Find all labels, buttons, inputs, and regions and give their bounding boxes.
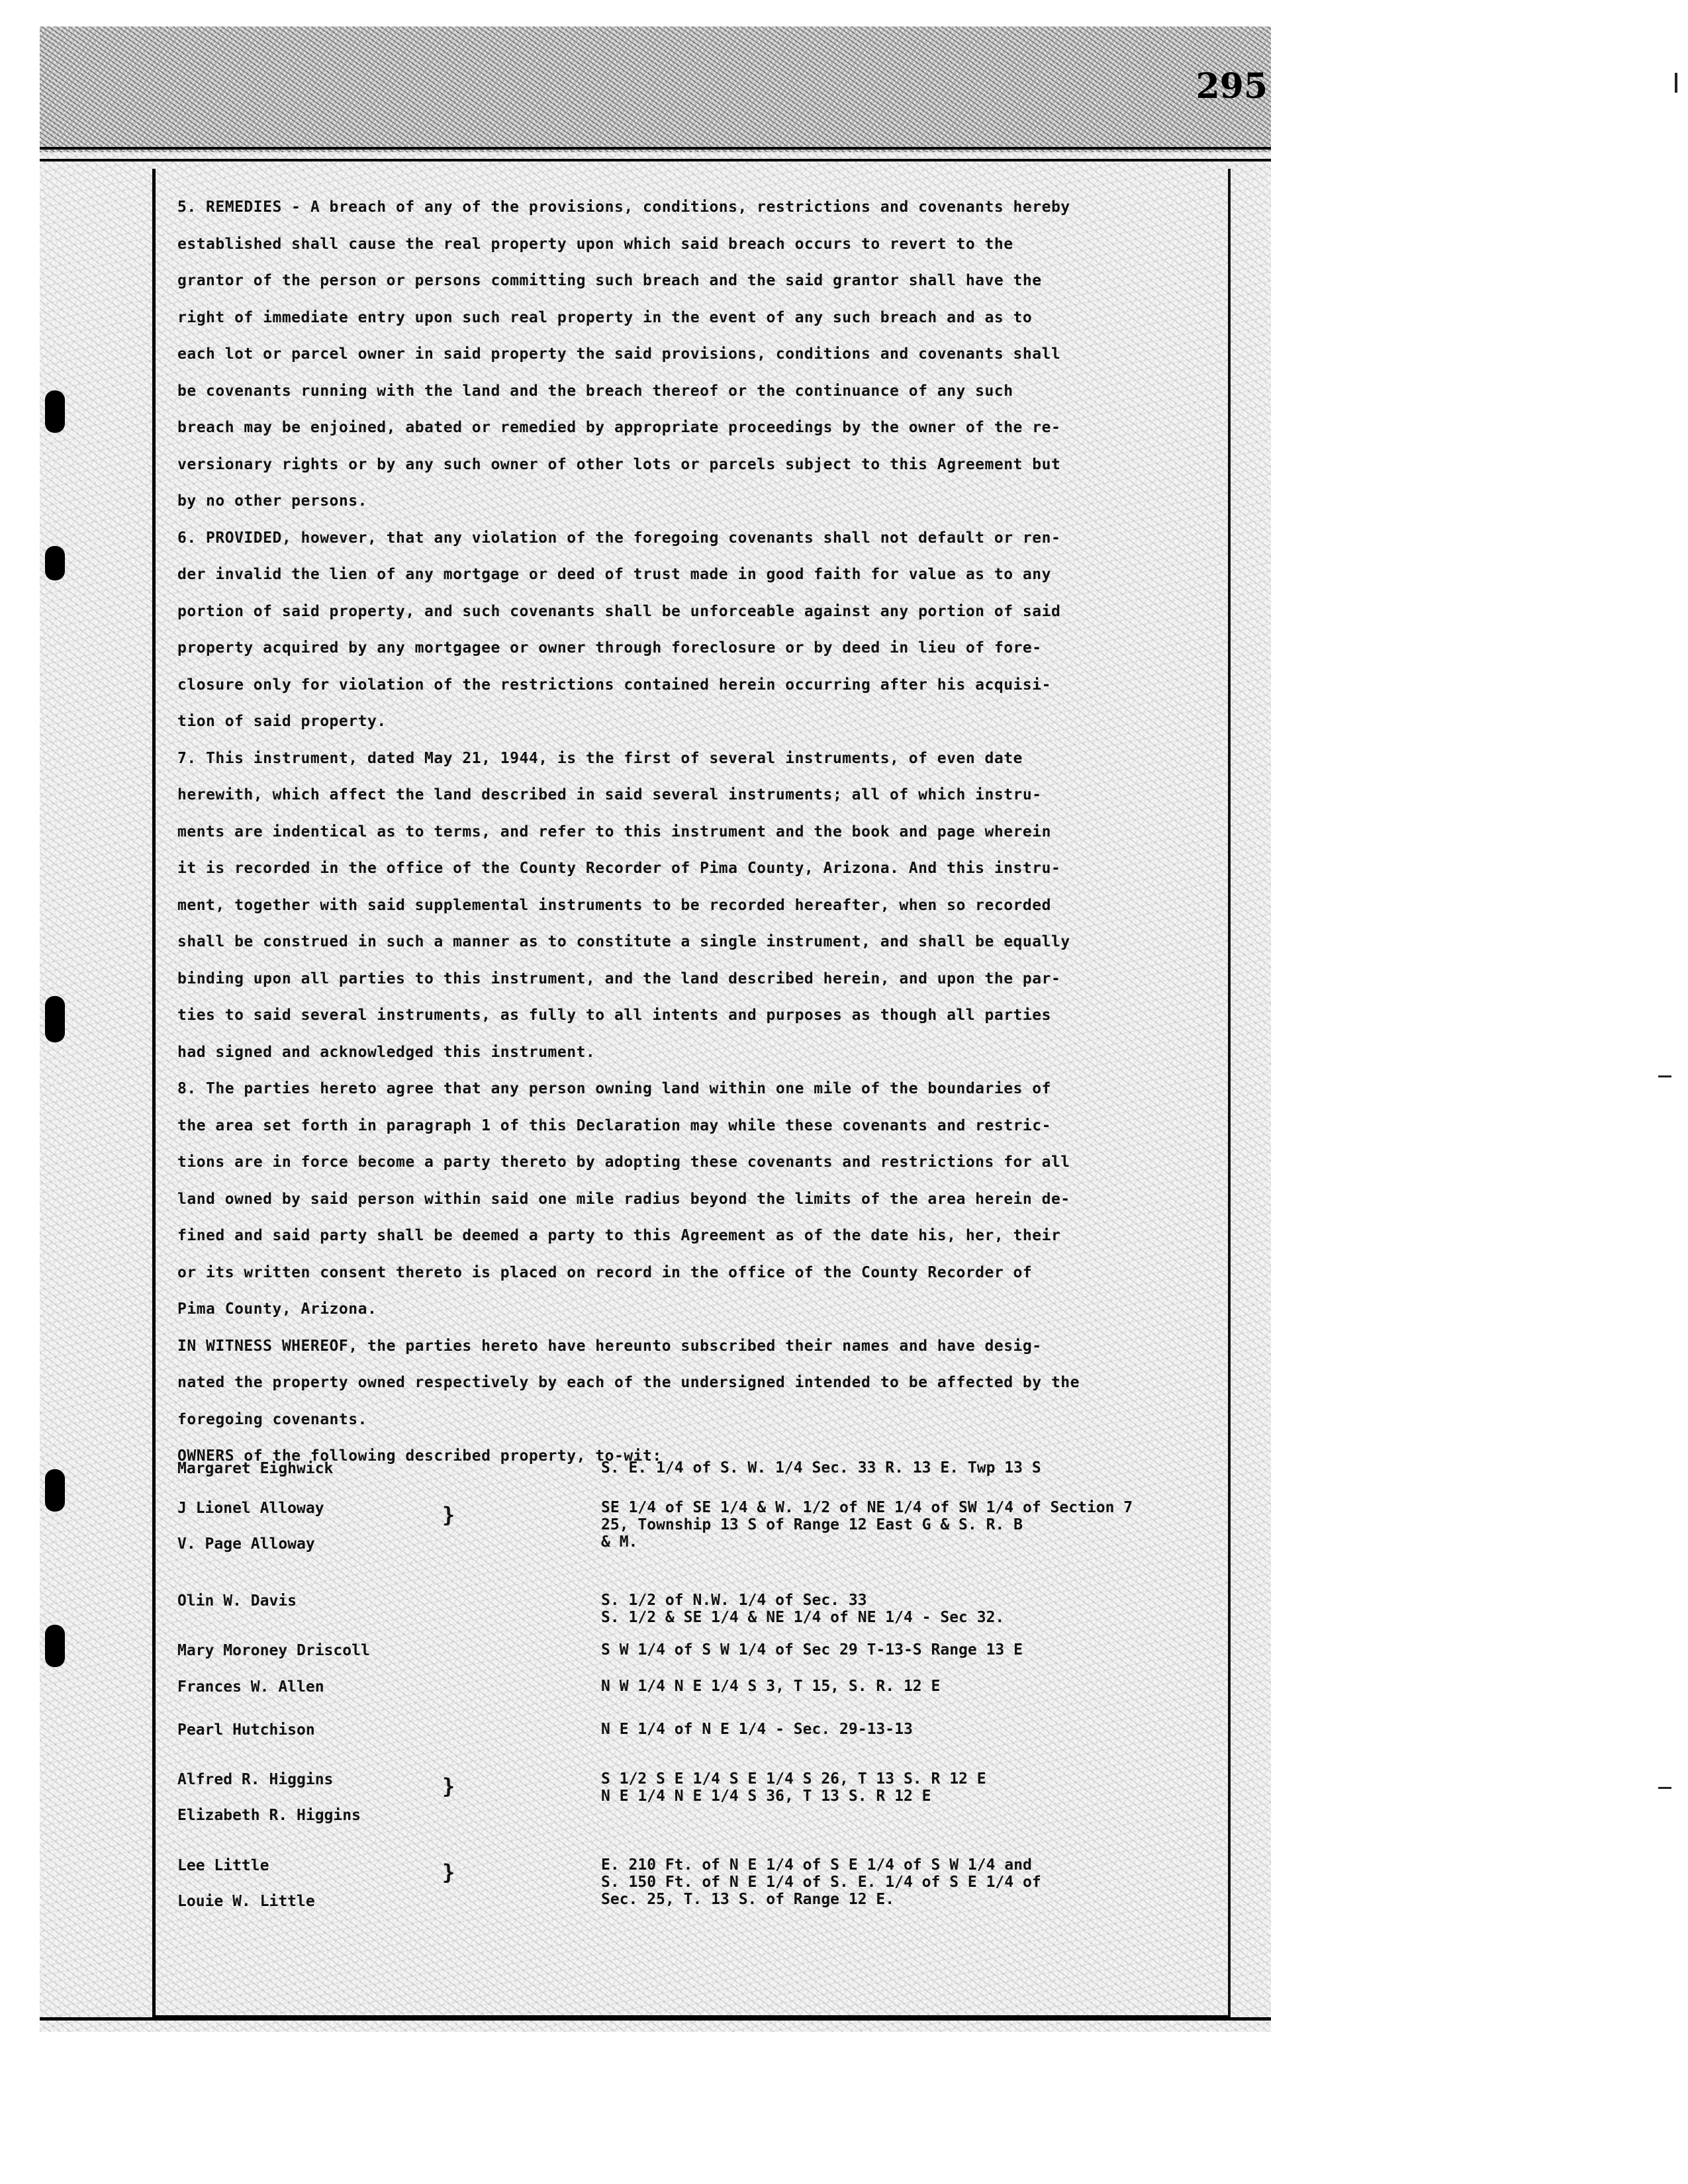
text-line: had signed and acknowledged this instrument. (177, 1043, 596, 1061)
owner-name: V. Page Alloway (177, 1535, 315, 1553)
text-line: shall be construed in such a manner as to constitute a single instrument, and shall be equally (177, 933, 1070, 950)
text-line: ment, together with said supplemental instruments to be recorded hereafter, when so recorded (177, 896, 1051, 914)
text-line: der invalid the lien of any mortgage or deed of trust made in good faith for value as to any (177, 566, 1051, 583)
text-line: 7. This instrument, dated May 21, 1944, is the first of several instruments, of even date (177, 749, 1023, 767)
text-line: right of immediate entry upon such real property in the event of any such breach and as to (177, 308, 1033, 326)
text-line: grantor of the person or persons committing such breach and the said grantor shall have the (177, 272, 1042, 289)
owner-name: Alfred R. Higgins (177, 1771, 334, 1788)
text-line: fined and said party shall be deemed a party to this Agreement as of the date his, her, their (177, 1227, 1061, 1244)
brace-mark: } (442, 1502, 455, 1527)
text-line: Pima County, Arizona. (177, 1300, 377, 1318)
description-line: E. 210 Ft. of N E 1/4 of S E 1/4 of S W 1/4 and (601, 1856, 1032, 1874)
brace-mark: } (442, 1774, 455, 1799)
text-line: foregoing covenants. (177, 1410, 367, 1428)
binder-hole (45, 390, 65, 433)
property-description (601, 1641, 1276, 1659)
text-line: property acquired by any mortgagee or owner through foreclosure or by deed in lieu of fore- (177, 639, 1042, 657)
owner-names (177, 1641, 429, 1660)
scan-edge-mark (1658, 1075, 1671, 1077)
text-line: ments are indentical as to terms, and refer to this instrument and the book and page wherein (177, 823, 1051, 841)
owner-names (177, 1499, 429, 1570)
owner-name: Elizabeth R. Higgins (177, 1807, 361, 1824)
header-rule-lower (40, 159, 1271, 161)
owner-names (177, 1459, 429, 1478)
text-line: land owned by said person within said one mile radius beyond the limits of the area herein de- (177, 1190, 1070, 1208)
text-line: tions are in force become a party thereto by adopting these covenants and restrictions for all (177, 1154, 1070, 1171)
owner-name: Lee Little (177, 1857, 269, 1874)
text-line: closure only for violation of the restrictions contained herein occurring after his acquisi- (177, 676, 1051, 694)
text-line: each lot or parcel owner in said property the said provisions, conditions and covenants shall (177, 345, 1061, 363)
binder-hole (45, 1625, 65, 1667)
description-line: & M. (601, 1533, 638, 1551)
page-number: 295 (1196, 66, 1268, 107)
text-line: ties to said several instruments, as fully to all intents and purposes as though all parties (177, 1007, 1051, 1024)
description-line: N E 1/4 of N E 1/4 - Sec. 29-13-13 (601, 1721, 913, 1738)
text-line: IN WITNESS WHEREOF, the parties hereto have hereunto subscribed their names and have desig- (177, 1337, 1042, 1355)
property-description (601, 1592, 1276, 1626)
property-description (601, 1856, 1276, 1908)
description-line: SE 1/4 of SE 1/4 & W. 1/2 of NE 1/4 of SW 1/4 of Section 7 (601, 1499, 1133, 1516)
text-line: the area set forth in paragraph 1 of this Declaration may while these covenants and restric- (177, 1116, 1051, 1134)
binder-hole (45, 996, 65, 1042)
text-line: portion of said property, and such covenants shall be unforceable against any portion of said (177, 602, 1061, 620)
property-description (601, 1721, 1276, 1738)
description-line: N W 1/4 N E 1/4 S 3, T 15, S. R. 12 E (601, 1678, 941, 1695)
text-line: 8. The parties hereto agree that any person owning land within one mile of the boundaries of (177, 1080, 1051, 1097)
property-description (601, 1499, 1276, 1551)
owner-name: Margaret Eighwick (177, 1460, 334, 1477)
text-line: 5. REMEDIES - A breach of any of the provisions, conditions, restrictions and covenants hereby (177, 199, 1070, 216)
text-line: breach may be enjoined, abated or remedied by appropriate proceedings by the owner of the re- (177, 419, 1061, 436)
description-line: N E 1/4 N E 1/4 S 36, T 13 S. R 12 E (601, 1788, 931, 1805)
text-line: tion of said property. (177, 713, 387, 730)
owner-names (177, 1678, 429, 1696)
owner-names (177, 1721, 429, 1739)
owner-name: Mary Moroney Driscoll (177, 1642, 370, 1659)
description-line: S. 150 Ft. of N E 1/4 of S. E. 1/4 of S E 1/4 of (601, 1874, 1041, 1891)
text-line: be covenants running with the land and the breach thereof or the continuance of any such (177, 382, 1013, 400)
description-line: Sec. 25, T. 13 S. of Range 12 E. (601, 1891, 895, 1908)
text-line: established shall cause the real property upon which said breach occurs to revert to the (177, 235, 1013, 253)
header-rule-upper (40, 147, 1271, 150)
bottom-rule (40, 2017, 1271, 2021)
header-band (40, 26, 1271, 152)
description-line: 25, Township 13 S of Range 12 East G & S. R. B (601, 1516, 1023, 1533)
owner-name: Louie W. Little (177, 1893, 315, 1910)
owner-name: Frances W. Allen (177, 1678, 324, 1696)
owner-name: Olin W. Davis (177, 1592, 297, 1610)
scan-edge-mark (1675, 73, 1677, 93)
text-line: it is recorded in the office of the County Recorder of Pima County, Arizona. And this instru- (177, 860, 1061, 877)
text-line: by no other persons. (177, 492, 367, 510)
owner-name: Pearl Hutchison (177, 1721, 315, 1739)
text-line: 6. PROVIDED, however, that any violation of the foregoing covenants shall not default or ren- (177, 529, 1061, 547)
text-line: or its written consent thereto is placed on record in the office of the County Recorder of (177, 1263, 1033, 1281)
owner-name: J Lionel Alloway (177, 1500, 324, 1517)
property-description (601, 1678, 1276, 1695)
text-line: OWNERS of the following described property, to-wit: (177, 1447, 662, 1465)
property-description (601, 1459, 1276, 1477)
text-line: herewith, which affect the land described in said several instruments; all of which instru- (177, 786, 1042, 803)
property-description (601, 1770, 1276, 1805)
owner-names (177, 1770, 429, 1842)
description-line: S. E. 1/4 of S. W. 1/4 Sec. 33 R. 13 E. Twp 13 S (601, 1459, 1041, 1477)
text-line: nated the property owned respectively by each of the undersigned intended to be affected by the (177, 1374, 1080, 1391)
binder-hole (45, 1469, 65, 1512)
binder-hole (45, 546, 65, 580)
scan-edge-mark (1658, 1787, 1671, 1789)
description-line: S. 1/2 & SE 1/4 & NE 1/4 of NE 1/4 - Sec 32. (601, 1609, 1005, 1626)
description-line: S. 1/2 of N.W. 1/4 of Sec. 33 (601, 1592, 867, 1609)
covenant-text (177, 189, 1217, 1475)
owner-names (177, 1856, 429, 1928)
text-line: versionary rights or by any such owner of other lots or parcels subject to this Agreement but (177, 455, 1061, 473)
brace-mark: } (442, 1860, 455, 1885)
description-line: S 1/2 S E 1/4 S E 1/4 S 26, T 13 S. R 12 E (601, 1770, 986, 1788)
description-line: S W 1/4 of S W 1/4 of Sec 29 T-13-S Range 13 E (601, 1641, 1023, 1659)
owner-names (177, 1592, 429, 1610)
text-line: binding upon all parties to this instrument, and the land described herein, and upon the par- (177, 970, 1061, 987)
